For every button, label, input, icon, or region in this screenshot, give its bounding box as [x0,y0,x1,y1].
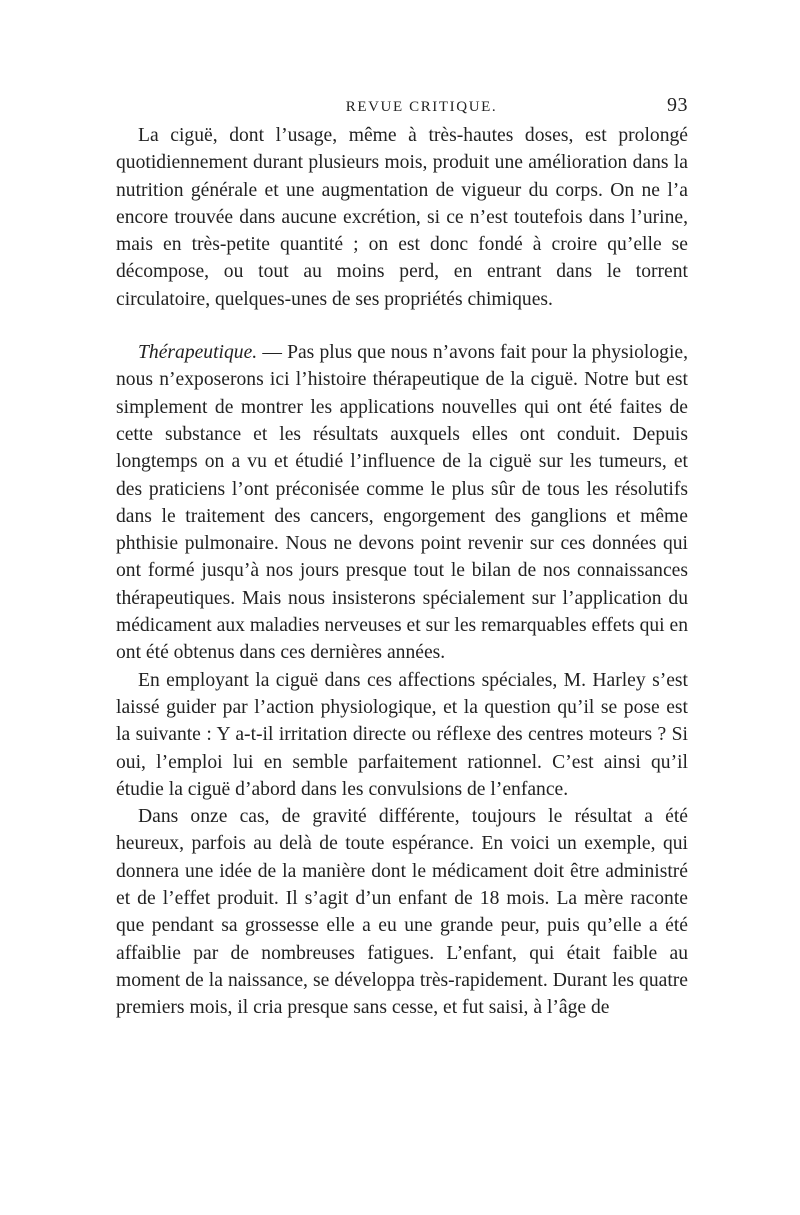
text-column [116,92,688,1022]
paragraph-3: En employant la ciguë dans ces affections spéciales, M. Harley s’est laissé guider par l’action physiologique, et la question qu’il se pose est la suivante : Y a-t-il irritation directe ou réflexe des centres moteurs ? Si oui, l’emploi lui en semble parfaitement rationnel. C’est ainsi qu’il étudie la ciguë d’abord dans les convulsions de l’enfance. [116,669,688,800]
section-heading: Thérapeutique. [138,342,258,364]
page-number: 93 [667,94,688,116]
paragraph-4: Dans onze cas, de gravité différente, toujours le résultat a été heureux, parfois au delà de toute espérance. En voici un exemple, qui donnera une idée de la manière dont le médicament doit être administré et de l’effet produit. Il s’agit d’un enfant de 18 mois. La mère raconte que pendant sa grossesse elle a eu une grande peur, puis qu’elle a été affaiblie par de nombreuses fatigues. L’enfant, qui était faible au moment de la naissance, se développa très-rapidement. Durant les quatre premiers mois, il cria presque sans cesse, et fut saisi, à l’âge de [116,806,688,1019]
paragraph-1: La ciguë, dont l’usage, même à très-hautes doses, est prolongé quotidiennement durant plusieurs mois, produit une amélioration dans la nutrition générale et une augmentation de vigueur du corps. On ne l’a encore trouvée dans aucune excrétion, si ce n’est toutefois dans l’urine, mais en très-petite quantité ; on est donc fondé à croire qu’elle se décompose, ou tout au moins perd, en entrant dans le torrent circulatoire, quelques-unes de ses propriétés chimiques. [116,125,688,310]
paragraph-2 [116,339,688,667]
running-header [116,92,688,122]
running-title: REVUE CRITIQUE. [345,99,498,115]
paragraph-2-text: — Pas plus que nous n’avons fait pour la physiologie, nous n’exposerons ici l’histoire thérapeutique de la ciguë. Notre but est simplement de montrer les applications nouvelles qui ont été faites de cette substance et les résultats auxquels elles ont conduit. Depuis longtemps on a vu et étudié l’influence de la ciguë sur les tumeurs, et des praticiens l’ont préconisée comme le plus sûr de tous les résolutifs dans le traitement des cancers, engorgement des ganglions et même phthisie pulmonaire. Nous ne devons point revenir sur ces données qui ont formé jusqu’à nos jours presque tout le bilan de nos connaissances thérapeutiques. Mais nous insisterons spécialement sur l’application du médicament aux maladies nerveuses et sur les remarquables effets qui en ont été obtenus dans ces dernières années. [116,342,688,664]
